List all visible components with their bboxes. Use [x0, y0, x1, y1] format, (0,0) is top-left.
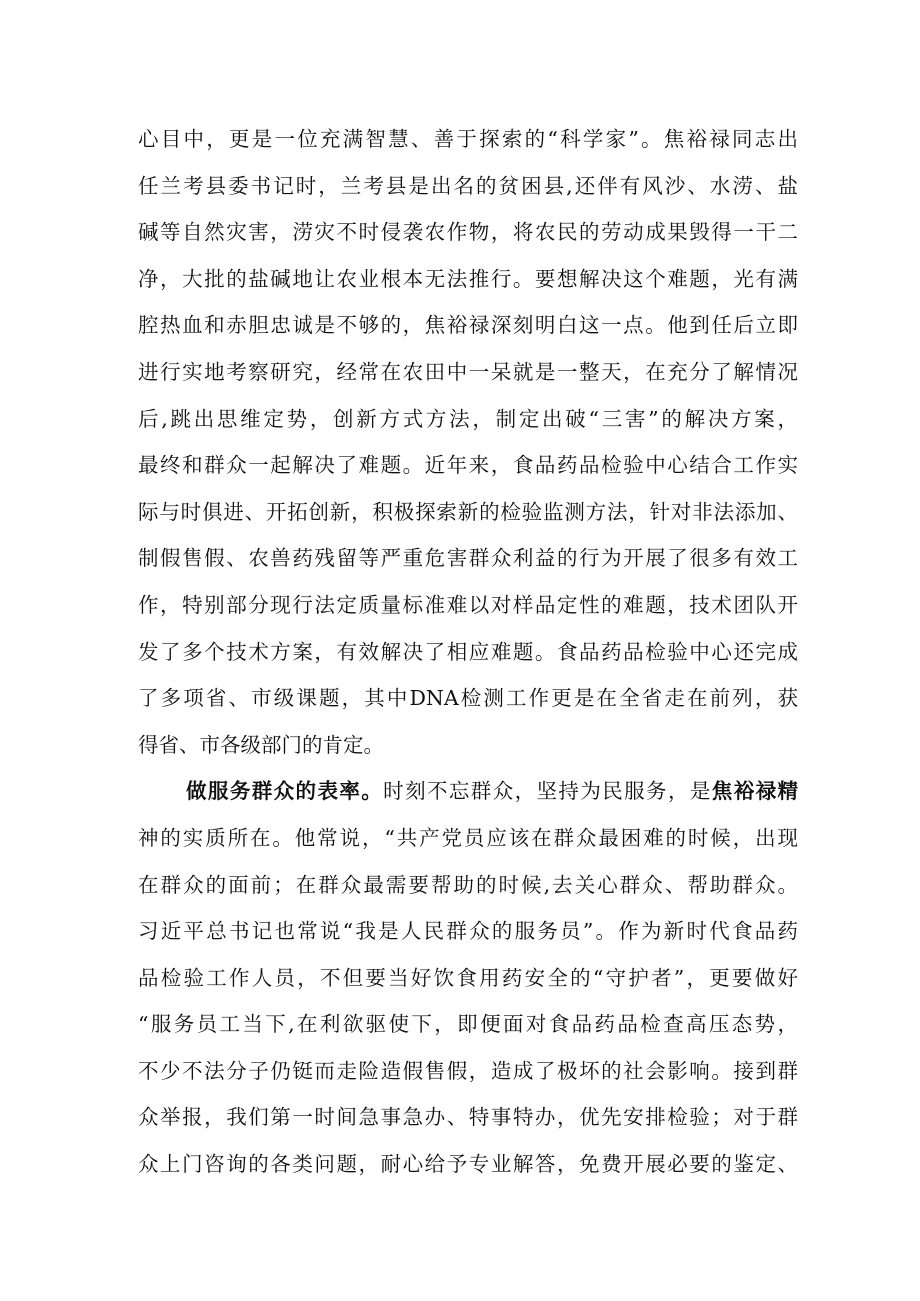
text-run: 时刻不忘群众，坚持为民服务，是	[383, 779, 712, 804]
text-line: 心目中，更是一位充满智慧、善于探索的“科学家”。焦裕禄同志出	[138, 127, 798, 151]
text-line: 不少不法分子仍铤而走险造假售假，造成了极坏的社会影响。接到群	[138, 1058, 798, 1083]
bold-text-run: 焦裕禄精	[711, 779, 799, 804]
text-line: 作，特别部分现行法定质量标准难以对样品定性的难题，技术团队开	[138, 592, 798, 617]
text-line: 制假售假、农兽药残留等严重危害群众利益的行为开展了很多有效工	[138, 546, 798, 571]
text-line: 了多项省、市级课题，其中DNA检测工作更是在全省走在前列，获	[138, 686, 798, 711]
text-line: “服务员工当下,在利欲驱使下，即便面对食品药品检查高压态势，	[138, 1012, 798, 1037]
text-line: 得省、市各级部门的肯定。	[138, 732, 384, 757]
paragraph-2-first-line	[138, 768, 798, 815]
text-line: 净，大批的盐碱地让农业根本无法推行。要想解决这个难题，光有满	[138, 266, 798, 291]
paragraph-2	[138, 768, 798, 1187]
text-line: 众举报，我们第一时间急事急办、特事特办，优先安排检验；对于群	[138, 1105, 798, 1130]
text-line: 品检验工作人员，不但要当好饮食用药安全的“守护者”，更要做好	[138, 965, 798, 990]
text-line: 碱等自然灾害，涝灾不时侵袭农作物，将农民的劳动成果毁得一干二	[138, 220, 798, 245]
text-line: 最终和群众一起解决了难题。近年来，食品药品检验中心结合工作实	[138, 453, 798, 478]
section-heading: 做服务群众的表率。	[186, 779, 384, 804]
text-line: 在群众的面前；在群众最需要帮助的时候,去关心群众、帮助群众。	[138, 872, 798, 897]
text-line: 际与时俱进、开拓创新，积极探索新的检验监测方法，针对非法添加、	[138, 499, 798, 524]
text-line: 腔热血和赤胆忠诚是不够的，焦裕禄深刻明白这一点。他到任后立即	[138, 313, 798, 338]
text-line: 进行实地考察研究，经常在农田中一呆就是一整天，在充分了解情况	[138, 359, 798, 384]
text-line: 任兰考县委书记时，兰考县是出名的贫困县,还伴有风沙、水涝、盐	[138, 173, 798, 198]
text-line: 习近平总书记也常说“我是人民群众的服务员”。作为新时代食品药	[138, 919, 798, 944]
paragraph-1	[138, 116, 798, 768]
text-line: 神的实质所在。他常说，“共产党员应该在群众最困难的时候，出现	[138, 825, 798, 850]
text-line: 众上门咨询的各类问题，耐心给予专业解答，免费开展必要的鉴定、	[138, 1152, 798, 1177]
text-line: 后,跳出思维定势，创新方式方法，制定出破“三害”的解决方案，	[138, 406, 798, 431]
text-line: 发了多个技术方案，有效解决了相应难题。食品药品检验中心还完成	[138, 639, 798, 664]
document-body	[138, 116, 798, 1188]
